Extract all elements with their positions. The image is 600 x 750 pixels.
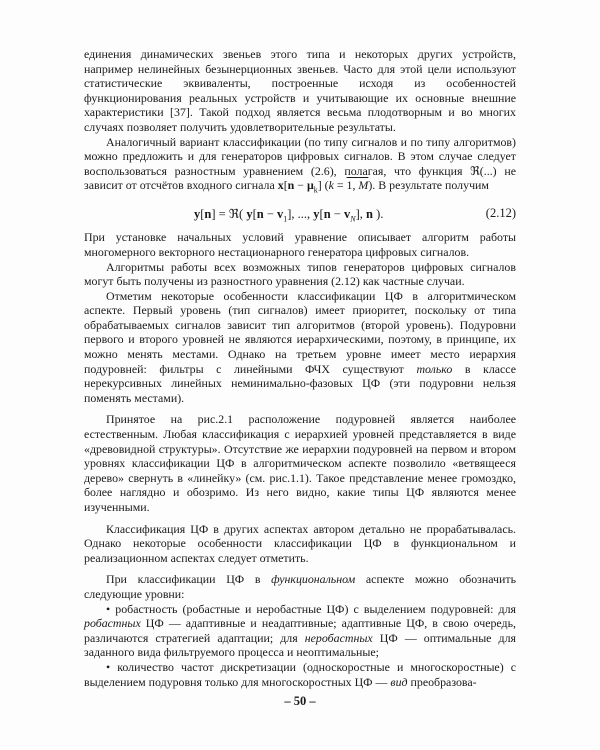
list-item: • робастность (робастные и неробастные ЦФ) с выделением подуровней: для робастных ЦФ — адаптивные и неадаптивные; адаптивные ЦФ, в свою очередь, различаются стратегией адаптации; для неробастных ЦФ — оптимальные для заданного вида фильтруемого процесса и неоптимальные; [84, 602, 516, 660]
paragraph: При классификации ЦФ в функциональном аспекте можно обозначить следующие уровни: [84, 572, 516, 601]
paragraph: При установке начальных условий уравнение описывает алгоритм работы многомерного векторного нестационарного генератора цифровых сигналов. [84, 230, 516, 259]
equation-number: (2.12) [485, 206, 516, 221]
equation [84, 201, 516, 227]
equation-expression: y[n] = ℜ( $y[n - v_1]$, ..., $y[n - v_N]$, n ). [194, 207, 384, 224]
paragraph: Классификация ЦФ в других аспектах автором детально не прорабатывалась. Однако некоторые особенности классификации ЦФ в функциональном и реализационном аспектах следует отметить. [84, 521, 516, 565]
page-number: – 50 – [284, 694, 316, 708]
paragraph: Алгоритмы работы всех возможных типов генераторов цифровых сигналов могут быть получены из разностного уравнения (2.12) как частные случаи. [84, 259, 516, 289]
list-item: • количество частот дискретизации (односкоростные и многоскоростные) с выделением подуровня только для многоскоростных ЦФ — вид преобразова- [84, 660, 516, 689]
paragraph: Аналогичный вариант классификации (по типу сигналов и по типу алгоритмов) можно предложить и для генераторов цифровых сигналов. В этом случае следует воспользоваться разностным уравнением (2.6), полагая, что функция ℜ(...) не зависит от отсчётов входного сигнала $x[n - \mu_k]$ (k = 1, M). В результате получим [84, 134, 516, 195]
body-text [84, 47, 516, 689]
paragraph: единения динамических звеньев этого типа и некоторых других устройств, например нелинейных безынерционных звеньев. Часто для этой цели используют статистические эквиваленты, построенные исходя из особенностей функционирования реальных устройств и учитывающие их основные внешние характеристики [37]. Такой подход является весьма плодотворным и во многих случаях позволяет получить удовлетворительные результаты. [84, 47, 516, 134]
paragraph: Принятое на рис.2.1 расположение подуровней является наиболее естественным. Любая классификация с иерархией уровней представляется в виде «древовидной структуры». Отсутствие же иерархии подуровней на первом и втором уровнях классификации ЦФ в алгоритмическом аспекте позволило «ветвящееся дерево» свернуть в «линейку» (см. рис.1.1). Такое представление менее громоздко, более наглядно и обозримо. Из него видно, какие типы ЦФ являются менее изученными. [84, 412, 516, 514]
paragraph: Отметим некоторые особенности классификации ЦФ в алгоритмическом аспекте. Первый уровень (тип сигналов) имеет приоритет, поскольку от типа обрабатываемых сигналов зависит тип алгоритмов (второй уровень). Подуровни первого и второго уровней не являются иерархическими, поэтому, в принципе, их можно менять местами. Однако на третьем уровне имеет место иерархия подуровней: фильтры с линейными ФЧХ существуют только в классе нерекурсивных линейных неминимально-фазовых ЦФ (эти подуровни нельзя поменять местами). [84, 288, 517, 405]
